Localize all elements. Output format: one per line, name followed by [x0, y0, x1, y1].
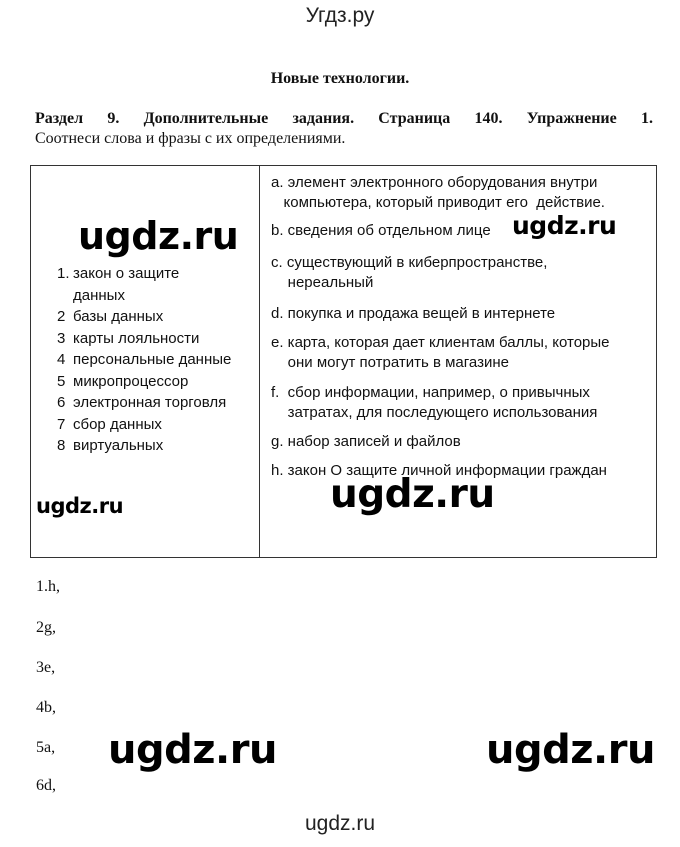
- definition-b: b. сведения об отдельном лице: [271, 222, 491, 239]
- word-item: [57, 349, 231, 371]
- word-number: 6: [57, 394, 66, 411]
- table-divider: [259, 166, 260, 557]
- word-text: электронная торговля: [73, 394, 227, 411]
- word-item: [57, 263, 231, 306]
- answer-4: 4b,: [36, 699, 56, 716]
- word-number: 2: [57, 308, 66, 325]
- definition-f: f. сбор информации, например, о привычных затратах, для последующего использования: [271, 384, 598, 421]
- answer-5: 5a,: [36, 739, 56, 756]
- word-text: базы данных: [73, 308, 164, 325]
- word-text: персональные данные: [73, 351, 232, 368]
- definition-d: d. покупка и продажа вещей в интернете: [271, 305, 556, 322]
- word-number: 5: [57, 372, 66, 390]
- page-title: Новые технологии.: [270, 70, 410, 87]
- watermark: ugdz.ru: [486, 727, 655, 773]
- watermark: ugdz.ru: [330, 472, 495, 517]
- word-number: 7: [57, 415, 66, 433]
- instruction: Соотнеси слова и фразы с их определениями.: [35, 130, 346, 147]
- section-heading: Раздел 9. Дополнительные задания. Страница 140. Упражнение 1.: [35, 110, 653, 127]
- word-text: виртуальных: [73, 437, 164, 454]
- word-text: закон о защите данных: [73, 265, 180, 304]
- word-text: микропроцессор: [73, 372, 189, 390]
- watermark: ugdz.ru: [512, 211, 617, 240]
- words-list: [57, 263, 231, 457]
- answer-2: 2g,: [36, 619, 56, 636]
- definition-g: g. набор записей и файлов: [271, 433, 461, 450]
- site-footer: ugdz.ru: [304, 812, 376, 835]
- word-item: [57, 435, 231, 457]
- watermark: ugdz.ru: [108, 727, 277, 773]
- word-item: [57, 306, 231, 328]
- word-item: [57, 392, 231, 414]
- word-item: [57, 328, 231, 350]
- word-text: сбор данных: [73, 415, 162, 433]
- answer-3: 3e,: [36, 659, 56, 676]
- answer-1: 1.h,: [36, 578, 60, 595]
- word-number: 4: [57, 351, 66, 368]
- word-item: [57, 371, 231, 393]
- word-number: 3: [57, 329, 66, 347]
- definition-e: e. карта, которая дает клиентам баллы, которые они могут потратить в магазине: [271, 334, 610, 371]
- definition-a: a. элемент электронного оборудования внутри компьютера, который приводит его действие.: [271, 174, 605, 211]
- word-number: 1.: [57, 265, 70, 282]
- definition-c: c. существующий в киберпространстве, нереальный: [271, 254, 548, 291]
- definition-h: h. закон О защите личной информации граждан: [271, 462, 607, 479]
- word-item: [57, 414, 231, 436]
- site-header: Угдз.ру: [305, 4, 375, 27]
- watermark: ugdz.ru: [36, 494, 124, 518]
- word-text: карты лояльности: [73, 329, 200, 347]
- word-number: 8: [57, 437, 66, 454]
- watermark: ugdz.ru: [78, 214, 239, 258]
- answer-6: 6d,: [36, 777, 56, 794]
